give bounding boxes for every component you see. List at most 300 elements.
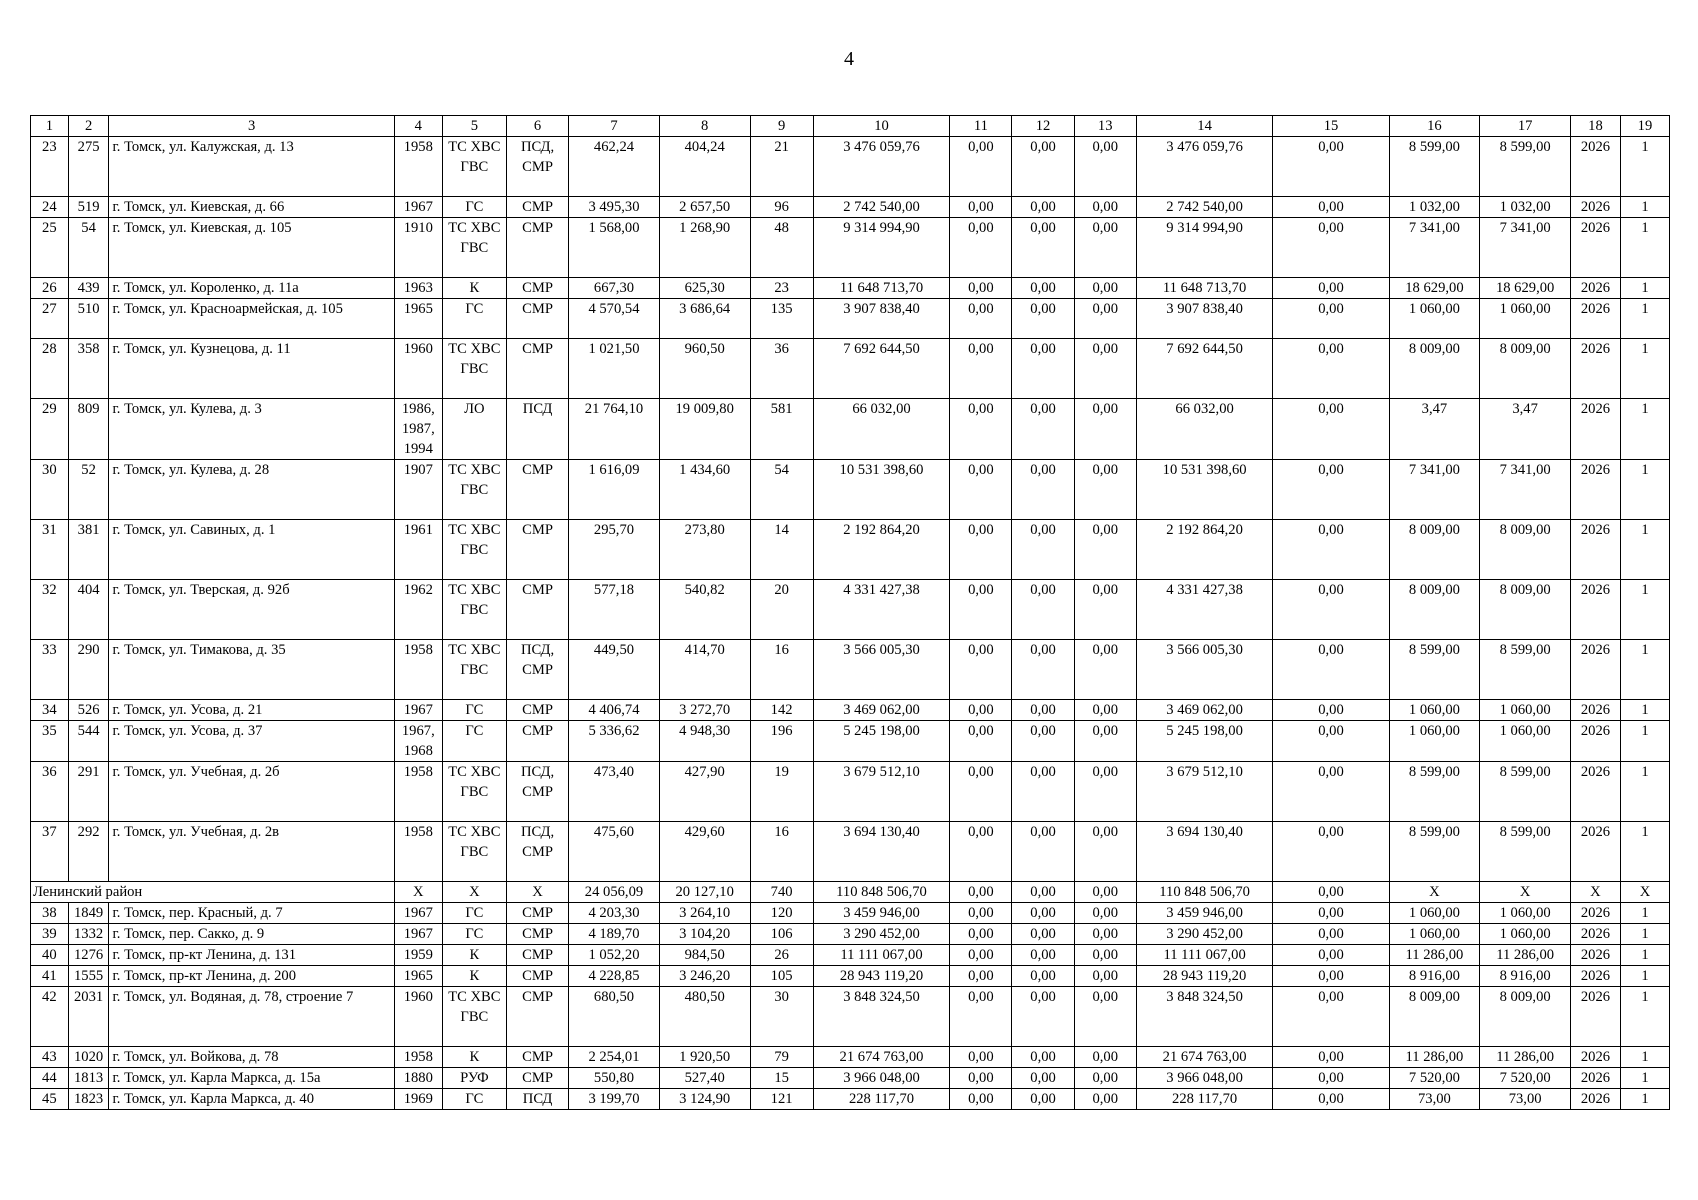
table-cell: 1 568,00 [569, 218, 660, 278]
table-cell: 24 [31, 197, 69, 218]
table-cell: 0,00 [1074, 903, 1136, 924]
table-cell: 3 907 838,40 [1136, 299, 1273, 339]
table-cell: 1958 [394, 822, 442, 882]
address-cell: г. Томск, пер. Сакко, д. 9 [109, 924, 394, 945]
table-cell: 544 [68, 721, 109, 762]
table-cell: СМР [506, 580, 568, 640]
table-cell: 0,00 [1273, 460, 1389, 520]
subtotal-cell: 740 [750, 882, 813, 903]
table-cell: 8 599,00 [1480, 762, 1571, 822]
table-cell: 0,00 [950, 197, 1012, 218]
header-row [31, 116, 1670, 137]
table-cell: 1 [1620, 197, 1669, 218]
table-row [31, 945, 1670, 966]
table-cell: 3 290 452,00 [1136, 924, 1273, 945]
address-cell: г. Томск, ул. Учебная, д. 2б [109, 762, 394, 822]
table-cell: 0,00 [1074, 520, 1136, 580]
table-cell: 11 286,00 [1389, 945, 1480, 966]
table-cell: 21 [750, 137, 813, 197]
table-cell: 26 [31, 278, 69, 299]
table-cell: 3 694 130,40 [813, 822, 950, 882]
table-cell: 0,00 [1074, 966, 1136, 987]
table-cell: 4 570,54 [569, 299, 660, 339]
table-cell: 79 [750, 1047, 813, 1068]
table-cell: 19 009,80 [659, 399, 750, 460]
table-cell: ПСД, СМР [506, 137, 568, 197]
table-cell: 8 009,00 [1480, 987, 1571, 1047]
table-cell: 519 [68, 197, 109, 218]
table-cell: 0,00 [1273, 822, 1389, 882]
table-cell: 5 245 198,00 [1136, 721, 1273, 762]
table-cell: ТС ХВС ГВС [442, 822, 506, 882]
table-cell: 21 764,10 [569, 399, 660, 460]
table-cell: 0,00 [1273, 945, 1389, 966]
table-cell: 0,00 [1074, 580, 1136, 640]
table-cell: 358 [68, 339, 109, 399]
address-cell: г. Томск, ул. Кулева, д. 28 [109, 460, 394, 520]
table-cell: 625,30 [659, 278, 750, 299]
table-cell: 1880 [394, 1068, 442, 1089]
table-cell: 2026 [1570, 924, 1620, 945]
column-header: 7 [569, 116, 660, 137]
table-cell: 105 [750, 966, 813, 987]
table-cell: 0,00 [1012, 218, 1074, 278]
table-cell: 527,40 [659, 1068, 750, 1089]
table-cell: 427,90 [659, 762, 750, 822]
table-cell: 28 [31, 339, 69, 399]
table-cell: 10 531 398,60 [813, 460, 950, 520]
address-cell: г. Томск, ул. Карла Маркса, д. 15а [109, 1068, 394, 1089]
table-cell: 38 [31, 903, 69, 924]
table-cell: 0,00 [1012, 299, 1074, 339]
table-cell: 18 629,00 [1480, 278, 1571, 299]
table-cell: 1965 [394, 966, 442, 987]
table-cell: 0,00 [1074, 1089, 1136, 1110]
table-cell: 3 469 062,00 [1136, 700, 1273, 721]
table-cell: 54 [68, 218, 109, 278]
table-cell: 0,00 [950, 945, 1012, 966]
address-cell: г. Томск, ул. Войкова, д. 78 [109, 1047, 394, 1068]
table-cell: 106 [750, 924, 813, 945]
table-cell: 2026 [1570, 721, 1620, 762]
table-cell: 15 [750, 1068, 813, 1089]
table-cell: 0,00 [1012, 1089, 1074, 1110]
table-cell: 11 111 067,00 [813, 945, 950, 966]
table-cell: 3 679 512,10 [813, 762, 950, 822]
table-cell: 0,00 [1074, 197, 1136, 218]
table-cell: 0,00 [950, 903, 1012, 924]
table-cell: ПСД, СМР [506, 762, 568, 822]
column-header: 3 [109, 116, 394, 137]
table-cell: 3 199,70 [569, 1089, 660, 1110]
subtotal-cell: Х [1620, 882, 1669, 903]
table-cell: 3 686,64 [659, 299, 750, 339]
table-cell: 0,00 [1273, 700, 1389, 721]
table-cell: 66 032,00 [1136, 399, 1273, 460]
table-row [31, 399, 1670, 460]
table-cell: 196 [750, 721, 813, 762]
table-cell: 1 032,00 [1389, 197, 1480, 218]
table-cell: 1958 [394, 1047, 442, 1068]
address-cell: г. Томск, ул. Кузнецова, д. 11 [109, 339, 394, 399]
table-row [31, 278, 1670, 299]
table-cell: 8 599,00 [1480, 822, 1571, 882]
subtotal-cell: 110 848 506,70 [813, 882, 950, 903]
table-cell: 0,00 [1012, 945, 1074, 966]
table-cell: 40 [31, 945, 69, 966]
table-cell: 1910 [394, 218, 442, 278]
table-cell: 0,00 [1012, 822, 1074, 882]
table-cell: 1 060,00 [1480, 299, 1571, 339]
table-row [31, 966, 1670, 987]
table-cell: 2026 [1570, 822, 1620, 882]
table-cell: 2026 [1570, 399, 1620, 460]
table-cell: 14 [750, 520, 813, 580]
table-cell: 4 228,85 [569, 966, 660, 987]
table-cell: ТС ХВС ГВС [442, 218, 506, 278]
table-cell: 7 520,00 [1389, 1068, 1480, 1089]
table-cell: К [442, 945, 506, 966]
table-cell: 16 [750, 822, 813, 882]
table-cell: 2026 [1570, 1068, 1620, 1089]
table-cell: 0,00 [1273, 299, 1389, 339]
table-cell: К [442, 1047, 506, 1068]
table-cell: 120 [750, 903, 813, 924]
table-cell: 25 [31, 218, 69, 278]
table-cell: 295,70 [569, 520, 660, 580]
table-cell: 3 476 059,76 [1136, 137, 1273, 197]
table-cell: 9 314 994,90 [813, 218, 950, 278]
table-cell: 8 009,00 [1480, 339, 1571, 399]
table-cell: 0,00 [1012, 1068, 1074, 1089]
table-cell: 0,00 [1012, 580, 1074, 640]
address-cell: г. Томск, ул. Усова, д. 21 [109, 700, 394, 721]
table-cell: 7 341,00 [1389, 218, 1480, 278]
table-cell: СМР [506, 197, 568, 218]
table-cell: 135 [750, 299, 813, 339]
table-cell: ТС ХВС ГВС [442, 580, 506, 640]
table-cell: 3 694 130,40 [1136, 822, 1273, 882]
table-cell: 3 272,70 [659, 700, 750, 721]
table-cell: 33 [31, 640, 69, 700]
table-cell: 960,50 [659, 339, 750, 399]
table-cell: 8 916,00 [1389, 966, 1480, 987]
table-cell: 480,50 [659, 987, 750, 1047]
table-cell: 0,00 [1074, 945, 1136, 966]
table-cell: ТС ХВС ГВС [442, 460, 506, 520]
table-cell: 0,00 [1074, 137, 1136, 197]
table-row [31, 137, 1670, 197]
address-cell: г. Томск, ул. Тверская, д. 92б [109, 580, 394, 640]
table-cell: 1 [1620, 945, 1669, 966]
column-header: 14 [1136, 116, 1273, 137]
table-cell: 1 [1620, 460, 1669, 520]
table-cell: 0,00 [1074, 399, 1136, 460]
table-cell: 0,00 [1012, 520, 1074, 580]
table-cell: 121 [750, 1089, 813, 1110]
table-cell: 0,00 [950, 924, 1012, 945]
table-cell: 1 [1620, 1047, 1669, 1068]
table-cell: 2 192 864,20 [813, 520, 950, 580]
table-cell: 1 [1620, 218, 1669, 278]
table-cell: 0,00 [1273, 903, 1389, 924]
table-cell: 0,00 [950, 1089, 1012, 1110]
table-cell: 0,00 [1273, 339, 1389, 399]
table-cell: 1 060,00 [1389, 299, 1480, 339]
table-cell: 11 286,00 [1389, 1047, 1480, 1068]
table-cell: 0,00 [1273, 640, 1389, 700]
table-cell: 41 [31, 966, 69, 987]
table-cell: 228 117,70 [813, 1089, 950, 1110]
table-cell: ТС ХВС ГВС [442, 520, 506, 580]
table-cell: ТС ХВС ГВС [442, 339, 506, 399]
table-cell: ГС [442, 903, 506, 924]
table-cell: 3 848 324,50 [1136, 987, 1273, 1047]
address-cell: г. Томск, ул. Киевская, д. 66 [109, 197, 394, 218]
column-header: 5 [442, 116, 506, 137]
table-cell: 8 009,00 [1389, 520, 1480, 580]
table-cell: 1 [1620, 1089, 1669, 1110]
table-cell: 0,00 [1074, 278, 1136, 299]
table-cell: 7 692 644,50 [813, 339, 950, 399]
table-cell: 20 [750, 580, 813, 640]
table-cell: 11 286,00 [1480, 945, 1571, 966]
table-cell: 462,24 [569, 137, 660, 197]
subtotal-cell: 24 056,09 [569, 882, 660, 903]
table-cell: 2026 [1570, 339, 1620, 399]
table-cell: 0,00 [1273, 197, 1389, 218]
subtotal-cell: 0,00 [1012, 882, 1074, 903]
table-row [31, 822, 1670, 882]
table-cell: 0,00 [1074, 700, 1136, 721]
table-cell: 8 599,00 [1480, 640, 1571, 700]
table-cell: 11 111 067,00 [1136, 945, 1273, 966]
table-cell: 510 [68, 299, 109, 339]
table-row [31, 460, 1670, 520]
column-header: 2 [68, 116, 109, 137]
table-cell: 0,00 [1273, 278, 1389, 299]
table-cell: 275 [68, 137, 109, 197]
table-cell: 11 648 713,70 [1136, 278, 1273, 299]
table-cell: 228 117,70 [1136, 1089, 1273, 1110]
address-cell: г. Томск, пр-кт Ленина, д. 200 [109, 966, 394, 987]
table-cell: 429,60 [659, 822, 750, 882]
table-row [31, 640, 1670, 700]
address-cell: г. Томск, ул. Водяная, д. 78, строение 7 [109, 987, 394, 1047]
table-cell: 3 966 048,00 [1136, 1068, 1273, 1089]
table-cell: 54 [750, 460, 813, 520]
address-cell: г. Томск, ул. Карла Маркса, д. 40 [109, 1089, 394, 1110]
table-cell: 1 060,00 [1389, 924, 1480, 945]
table-cell: 0,00 [1012, 721, 1074, 762]
table-cell: 8 599,00 [1480, 137, 1571, 197]
table-cell: 8 599,00 [1389, 137, 1480, 197]
table-cell: 30 [31, 460, 69, 520]
table-cell: 26 [750, 945, 813, 966]
table-cell: 27 [31, 299, 69, 339]
table-cell: 0,00 [1273, 721, 1389, 762]
table-cell: 1986, 1987, 1994 [394, 399, 442, 460]
table-row [31, 299, 1670, 339]
table-cell: СМР [506, 339, 568, 399]
table-cell: 42 [31, 987, 69, 1047]
table-cell: 404 [68, 580, 109, 640]
table-cell: 581 [750, 399, 813, 460]
table-cell: ПСД, СМР [506, 822, 568, 882]
table-cell: 2 742 540,00 [1136, 197, 1273, 218]
table-cell: ТС ХВС ГВС [442, 640, 506, 700]
table-cell: 4 331 427,38 [813, 580, 950, 640]
subtotal-cell: 20 127,10 [659, 882, 750, 903]
table-cell: 0,00 [1012, 399, 1074, 460]
table-cell: 2026 [1570, 966, 1620, 987]
table-cell: 10 531 398,60 [1136, 460, 1273, 520]
table-cell: 0,00 [1273, 1068, 1389, 1089]
table-cell: 292 [68, 822, 109, 882]
table-header [31, 116, 1670, 137]
table-cell: СМР [506, 520, 568, 580]
table-cell: 0,00 [1074, 1068, 1136, 1089]
table-cell: 1958 [394, 762, 442, 822]
column-header: 9 [750, 116, 813, 137]
table-cell: 1 060,00 [1480, 700, 1571, 721]
table-row [31, 762, 1670, 822]
table-cell: 3 124,90 [659, 1089, 750, 1110]
table-cell: 1 [1620, 299, 1669, 339]
table-cell: 4 406,74 [569, 700, 660, 721]
table-cell: 1958 [394, 137, 442, 197]
table-cell: 2026 [1570, 903, 1620, 924]
table-cell: 680,50 [569, 987, 660, 1047]
table-cell: 526 [68, 700, 109, 721]
table-cell: 73,00 [1480, 1089, 1571, 1110]
table-cell: 37 [31, 822, 69, 882]
table-cell: 3 264,10 [659, 903, 750, 924]
table-cell: 0,00 [950, 987, 1012, 1047]
address-cell: г. Томск, пр-кт Ленина, д. 131 [109, 945, 394, 966]
table-cell: 1849 [68, 903, 109, 924]
table-cell: 7 520,00 [1480, 1068, 1571, 1089]
subtotal-cell: Х [1480, 882, 1571, 903]
table-cell: 52 [68, 460, 109, 520]
table-cell: 3 459 946,00 [813, 903, 950, 924]
table-cell: ГС [442, 299, 506, 339]
table-cell: СМР [506, 945, 568, 966]
table-cell: 0,00 [950, 218, 1012, 278]
table-cell: 1960 [394, 339, 442, 399]
table-cell: 4 331 427,38 [1136, 580, 1273, 640]
table-row [31, 339, 1670, 399]
table-cell: ГС [442, 197, 506, 218]
table-cell: 1 [1620, 822, 1669, 882]
table-cell: 1555 [68, 966, 109, 987]
table-cell: 0,00 [950, 966, 1012, 987]
table-cell: 1 052,20 [569, 945, 660, 966]
table-cell: 0,00 [1273, 987, 1389, 1047]
table-cell: 3 469 062,00 [813, 700, 950, 721]
table-row [31, 700, 1670, 721]
table-cell: 1 268,90 [659, 218, 750, 278]
table-cell: 1 [1620, 580, 1669, 640]
table-cell: ТС ХВС ГВС [442, 987, 506, 1047]
table-cell: 1967 [394, 700, 442, 721]
table-cell: 2026 [1570, 299, 1620, 339]
table-cell: 1962 [394, 580, 442, 640]
table-cell: 0,00 [1074, 924, 1136, 945]
table-cell: 8 916,00 [1480, 966, 1571, 987]
table-cell: 0,00 [1273, 218, 1389, 278]
table-cell: 8 009,00 [1480, 520, 1571, 580]
subtotal-cell: Х [1389, 882, 1480, 903]
table-cell: 0,00 [950, 721, 1012, 762]
table-cell: 0,00 [950, 640, 1012, 700]
address-cell: г. Томск, ул. Тимакова, д. 35 [109, 640, 394, 700]
subtotal-cell: Х [506, 882, 568, 903]
table-cell: 1 021,50 [569, 339, 660, 399]
table-cell: 1 [1620, 721, 1669, 762]
table-cell: 381 [68, 520, 109, 580]
table-cell: СМР [506, 278, 568, 299]
table-cell: 8 009,00 [1389, 339, 1480, 399]
column-header: 19 [1620, 116, 1669, 137]
table-cell: СМР [506, 966, 568, 987]
table-cell: СМР [506, 721, 568, 762]
table-cell: 3 907 838,40 [813, 299, 950, 339]
address-cell: г. Томск, ул. Калужская, д. 13 [109, 137, 394, 197]
table-cell: 1 [1620, 966, 1669, 987]
table-cell: 0,00 [950, 339, 1012, 399]
table-cell: 21 674 763,00 [1136, 1047, 1273, 1068]
table-cell: 0,00 [1012, 278, 1074, 299]
table-cell: 0,00 [1012, 987, 1074, 1047]
table-cell: 0,00 [1273, 1047, 1389, 1068]
table-cell: 1969 [394, 1089, 442, 1110]
table-body [31, 137, 1670, 1110]
table-cell: 2026 [1570, 460, 1620, 520]
table-cell: 2026 [1570, 1047, 1620, 1068]
table-cell: 0,00 [950, 278, 1012, 299]
table-cell: 0,00 [950, 137, 1012, 197]
table-cell: 2026 [1570, 762, 1620, 822]
table-cell: 1 [1620, 339, 1669, 399]
table-cell: 1967, 1968 [394, 721, 442, 762]
table-cell: 66 032,00 [813, 399, 950, 460]
table-cell: 0,00 [1074, 460, 1136, 520]
table-cell: СМР [506, 1047, 568, 1068]
table-cell: 577,18 [569, 580, 660, 640]
table-cell: 0,00 [1012, 137, 1074, 197]
table-cell: 35 [31, 721, 69, 762]
column-header: 15 [1273, 116, 1389, 137]
table-cell: 0,00 [1273, 399, 1389, 460]
column-header: 4 [394, 116, 442, 137]
table-cell: 2026 [1570, 218, 1620, 278]
table-row [31, 580, 1670, 640]
table-cell: 11 648 713,70 [813, 278, 950, 299]
table-cell: СМР [506, 987, 568, 1047]
table-row [31, 520, 1670, 580]
table-cell: 1965 [394, 299, 442, 339]
table-cell: СМР [506, 460, 568, 520]
table-cell: 0,00 [1273, 1089, 1389, 1110]
table-cell: 1 [1620, 924, 1669, 945]
table-cell: 73,00 [1389, 1089, 1480, 1110]
subtotal-cell: Х [394, 882, 442, 903]
table-cell: 3 495,30 [569, 197, 660, 218]
table-cell: 1 [1620, 520, 1669, 580]
table-row [31, 987, 1670, 1047]
table-cell: СМР [506, 903, 568, 924]
